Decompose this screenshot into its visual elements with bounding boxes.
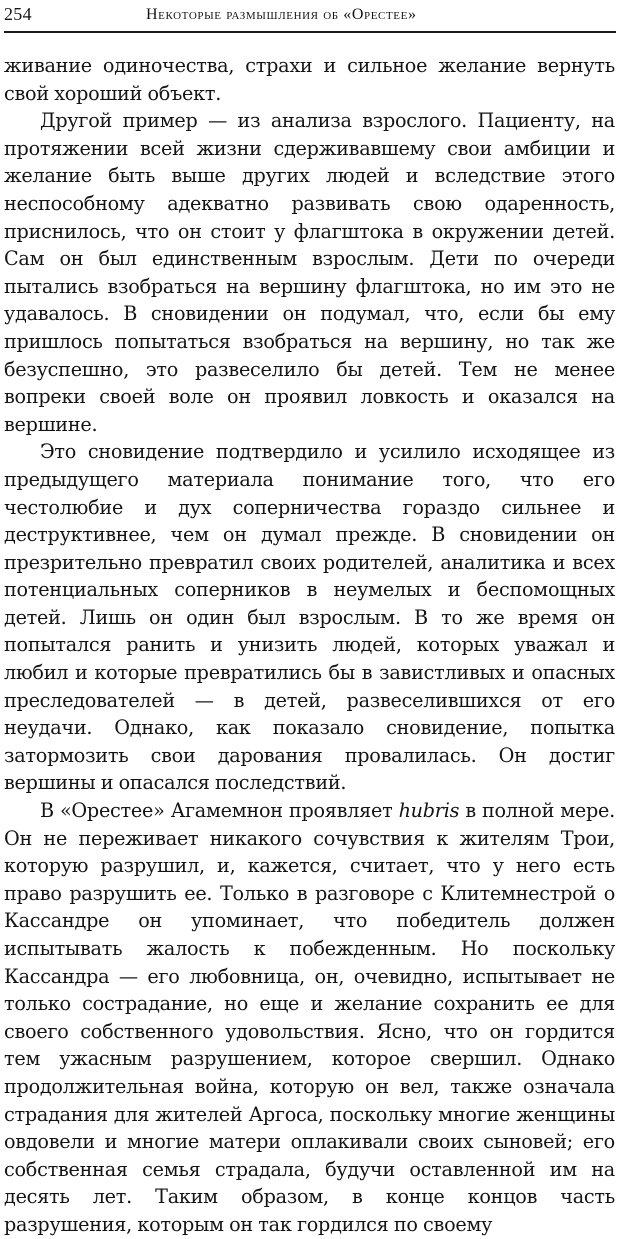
paragraph-2: Другой пример — из анализа взрослого. Пациенту, на протяжении всей жизни сдерживавшему свои амбиции и желание быть выше других людей и вследствие этого неспособному адекватно развивать свою одаренность, приснилось, что он стоит у флагштока в окружении детей. Сам он был единственным взрослым. Дети по очереди пытались взобраться на вершину флагштока, но им это не удавалось. В сновидении он подумал, что, если бы ему пришлось попытаться взобраться на вершину, но так же безуспешно, это развеселило бы детей. Тем не менее вопреки своей воле он проявил ловкость и оказался на вершине. [4, 109, 615, 436]
header-rule [4, 31, 616, 33]
paragraph-3: Это сновидение подтвердило и усилило исходящее из предыдущего материала понимание того, что его честолюбие и дух соперничества гораздо сильнее и деструктивнее, чем он думал прежде. В сновидении он презрительно превратил своих родителей, аналитика и всех потенциальных соперников в неумелых и беспомощных детей. Лишь он один был взрослым. В то же время он попытался ранить и унизить людей, которых уважал и любил и которые превратились бы в завистливых и опасных преследователей — в детей, развеселившихся от его неудачи. Однако, как показало сновидение, попытка затормозить свои дарования провалилась. Он достиг вершины и опасался последствий. [4, 440, 615, 795]
page-number: 254 [4, 4, 32, 24]
page-header [4, 2, 616, 32]
hubris-emphasis: hubris [398, 799, 460, 823]
paragraph-1: живание одиночества, страхи и сильное желание вернуть свой хороший объект. [4, 54, 615, 105]
running-title: Некоторые размышления об «Орестее» [146, 6, 417, 23]
paragraph-4-start: В «Орестее» Агамемнон проявляет [40, 799, 399, 823]
body-text [4, 52, 615, 1239]
paragraph-4-rest: в полной мере. Он не переживает никакого сочувствия к жителям Трои, которую разрушил, и, кажется, считает, что у него есть право разрушить ее. Только в разговоре с Клитемнестрой о Кассандре он упоминает, что победитель должен испытывать жалость к побежденным. Но поскольку Кассандра — его любовница, он, очевидно, испытывает не только сострадание, но еще и желание сохранить ее для своего собственного удовольствия. Ясно, что он гордится тем ужасным разрушением, которое свершил. Однако продолжительная война, которую он вел, также означала страдания для жителей Аргоса, поскольку многие женщины овдовели и многие матери оплакивали своих сыновей; его собственная семья страдала, будучи оставленной им на десять лет. Таким образом, в конце концов часть разрушения, которым он так гордился по своему [4, 799, 615, 1236]
paragraph-4 [4, 797, 615, 1239]
